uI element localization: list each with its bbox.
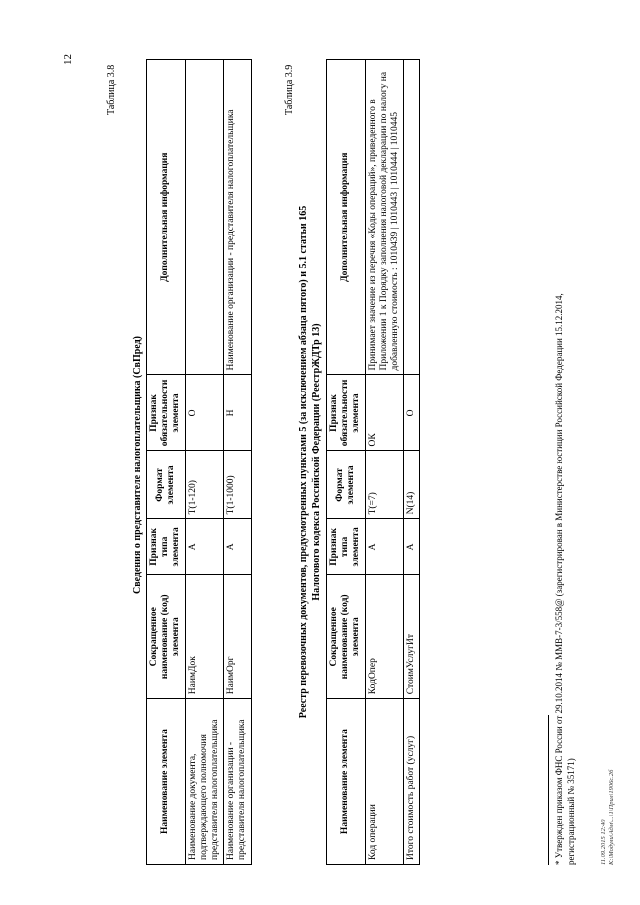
table-title: Сведения о представителе налогоплательщика (СвПред): [132, 336, 143, 594]
table-cell: [404, 60, 420, 375]
table-cell: Код операции: [365, 699, 404, 865]
column-header: Сокращенное наименование (код) элемента: [327, 575, 366, 699]
table-title: Реестр перевозочных документов, предусмотренных пунктами 5 (за исключением абзаца пятого) и 5.1 статьи 165: [298, 205, 309, 719]
table-cell: О: [185, 375, 224, 451]
column-header: Признак типа элемента: [147, 519, 186, 575]
table-title-continued: Налогового кодекса Российской Федерации (РеестрЖДТр 13): [311, 323, 322, 601]
footnote-rule: [548, 715, 549, 865]
table-cell: А: [185, 519, 224, 575]
column-header: Признак типа элемента: [327, 519, 366, 575]
table-row: [185, 60, 224, 865]
table-cell: T(=7): [365, 451, 404, 519]
table-cell: А: [404, 519, 420, 575]
column-header: Признак обязательности элемента: [327, 375, 366, 451]
table-reestr: [326, 59, 420, 865]
table-header-row: [147, 60, 186, 865]
table-cell: Принимает значение из перечня «Коды операций», приведенного в Приложении 1 к Порядку заполнения налоговой декларации по налогу на добавленную стоимость : 1010439 | 1010443 | 1010444 | 1010445: [365, 60, 404, 375]
table-cell: T(1-1000): [224, 451, 251, 519]
column-header: Дополнительная информация: [327, 60, 366, 375]
footnote-text-continued: регистрационный № 35171): [565, 758, 576, 865]
footnote-marker: *: [554, 860, 564, 865]
footnote: [554, 45, 577, 865]
column-header: Наименование элемента: [147, 699, 186, 865]
table-cell: А: [224, 519, 251, 575]
table-cell: А: [365, 519, 404, 575]
table-cell: СтоимУслугИт: [404, 575, 420, 699]
column-header: Формат элемента: [327, 451, 366, 519]
column-header: Наименование элемента: [327, 699, 366, 865]
table-cell: N(14): [404, 451, 420, 519]
table-row: [365, 60, 404, 865]
column-header: Дополнительная информация: [147, 60, 186, 375]
table-cell: Наименование документа, подтверждающего полномочия представителя налогоплательщика: [185, 699, 224, 865]
table-label: Таблица 3.8: [106, 64, 117, 115]
table-cell: Н: [224, 375, 251, 451]
column-header: Формат элемента: [147, 451, 186, 519]
table-cell: НаимДок: [185, 575, 224, 699]
table-header-row: [327, 60, 366, 865]
footnote-text: Утвержден приказом ФНС России от 29.10.2014 № ММВ-7-3/558@ (зарегистрирован в Министерстве юстиции Российской Федерации 15.12.2014,: [554, 293, 564, 859]
table-row: [404, 60, 420, 865]
table-cell: [185, 60, 224, 375]
file-stamp-date: 11.09.2015 12:40: [600, 819, 607, 865]
table-row: [224, 60, 251, 865]
table-cell: ОК: [365, 375, 404, 451]
table-svpred: [146, 59, 252, 865]
column-header: Сокращенное наименование (код) элемента: [147, 575, 186, 699]
table-cell: Наименование организации - представителя налогоплательщика: [224, 699, 251, 865]
table-label: Таблица 3.9: [284, 64, 295, 115]
column-header: Признак обязательности элемента: [147, 375, 186, 451]
table-cell: НаимОрг: [224, 575, 251, 699]
table-cell: КодОпер: [365, 575, 404, 699]
page-number: 12: [62, 54, 74, 65]
table-cell: О: [404, 375, 420, 451]
table-cell: T(1-120): [185, 451, 224, 519]
table-cell: Итого стоимость работ (услуг): [404, 699, 420, 865]
table-cell: Наименование организации - представителя налогоплательщика: [224, 60, 251, 375]
file-stamp-path: К:\Модули\Адм\...\1\Прил\1906с.2б: [608, 769, 616, 865]
file-stamp: [600, 770, 616, 865]
